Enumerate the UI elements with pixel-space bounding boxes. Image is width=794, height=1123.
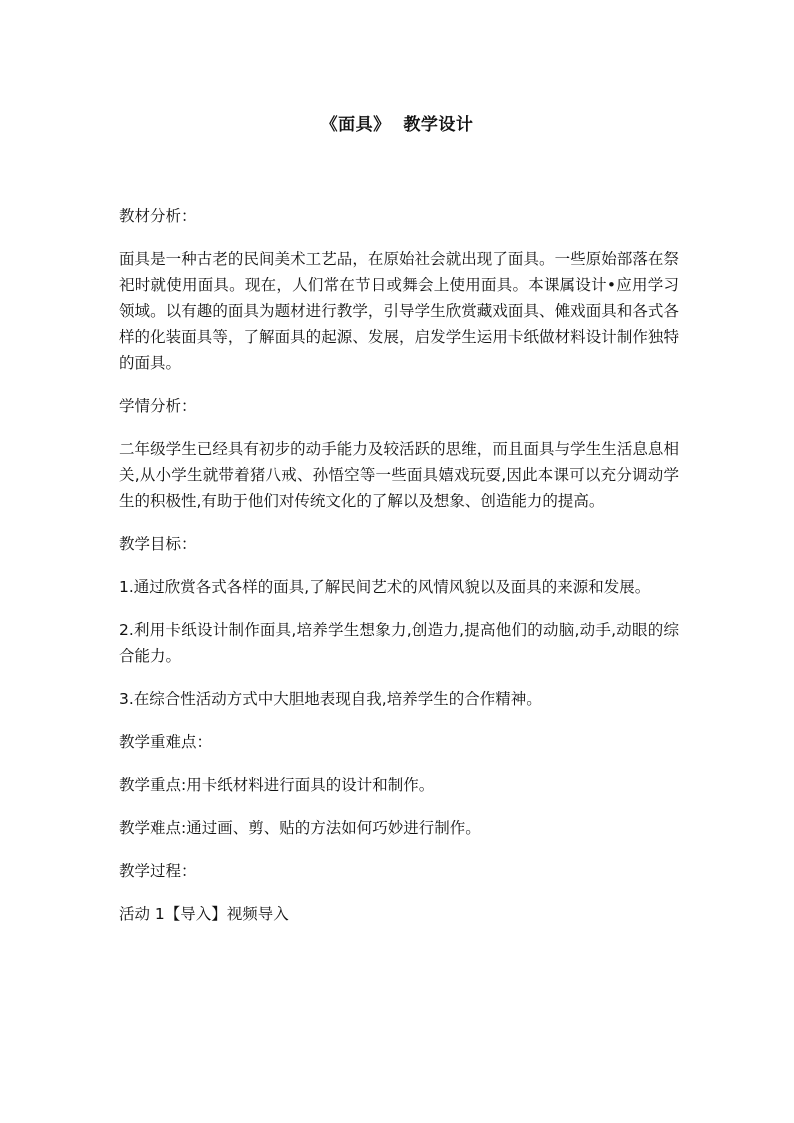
teaching-goals-heading: 教学目标： (119, 535, 197, 553)
document-title: 《面具》 教学设计 (320, 115, 474, 135)
difficult-point-text: 教学难点:通过画、剪、贴的方法如何巧妙进行制作。 (119, 819, 481, 837)
teaching-goal-1: 1.通过欣赏各式各样的面具,了解民间艺术的风情风貌以及面具的来源和发展。 (119, 578, 651, 596)
material-analysis-text: 面具是一种古老的民间美术工艺品，在原始社会就出现了面具。一些原始部落在祭祀时就使用面具。现在，人们常在节日或舞会上使用面具。本课属设计•应用学习领域。以有趣的面具为题材进行教学，引导学生欣赏藏戏面具、傩戏面具和各式各样的化装面具等，了解面具的起源、发展，启发学生运用卡纸做材料设计制作独特的面具。 (119, 250, 679, 372)
document-body (119, 203, 679, 944)
key-point-text: 教学重点:用卡纸材料进行面具的设计和制作。 (119, 776, 435, 794)
teaching-process-heading: 教学过程： (119, 862, 197, 880)
activity-1-text: 活动 1【导入】视频导入 (119, 905, 289, 923)
learner-analysis-text: 二年级学生已经具有初步的动手能力及较活跃的思维，而且面具与学生生活息息相关,从小学生就带着猪八戒、孙悟空等一些面具嬉戏玩耍,因此本课可以充分调动学生的积极性,有助于他们对传统文化的了解以及想象、创造能力的提高。 (119, 440, 679, 510)
learner-analysis-heading: 学情分析： (119, 397, 197, 415)
material-analysis-heading: 教材分析： (119, 207, 197, 225)
key-difficult-points-heading: 教学重难点： (119, 733, 213, 751)
teaching-goal-2: 2.利用卡纸设计制作面具,培养学生想象力,创造力,提高他们的动脑,动手,动眼的综合能力。 (119, 621, 679, 665)
teaching-goal-3: 3.在综合性活动方式中大胆地表现自我,培养学生的合作精神。 (119, 690, 542, 708)
